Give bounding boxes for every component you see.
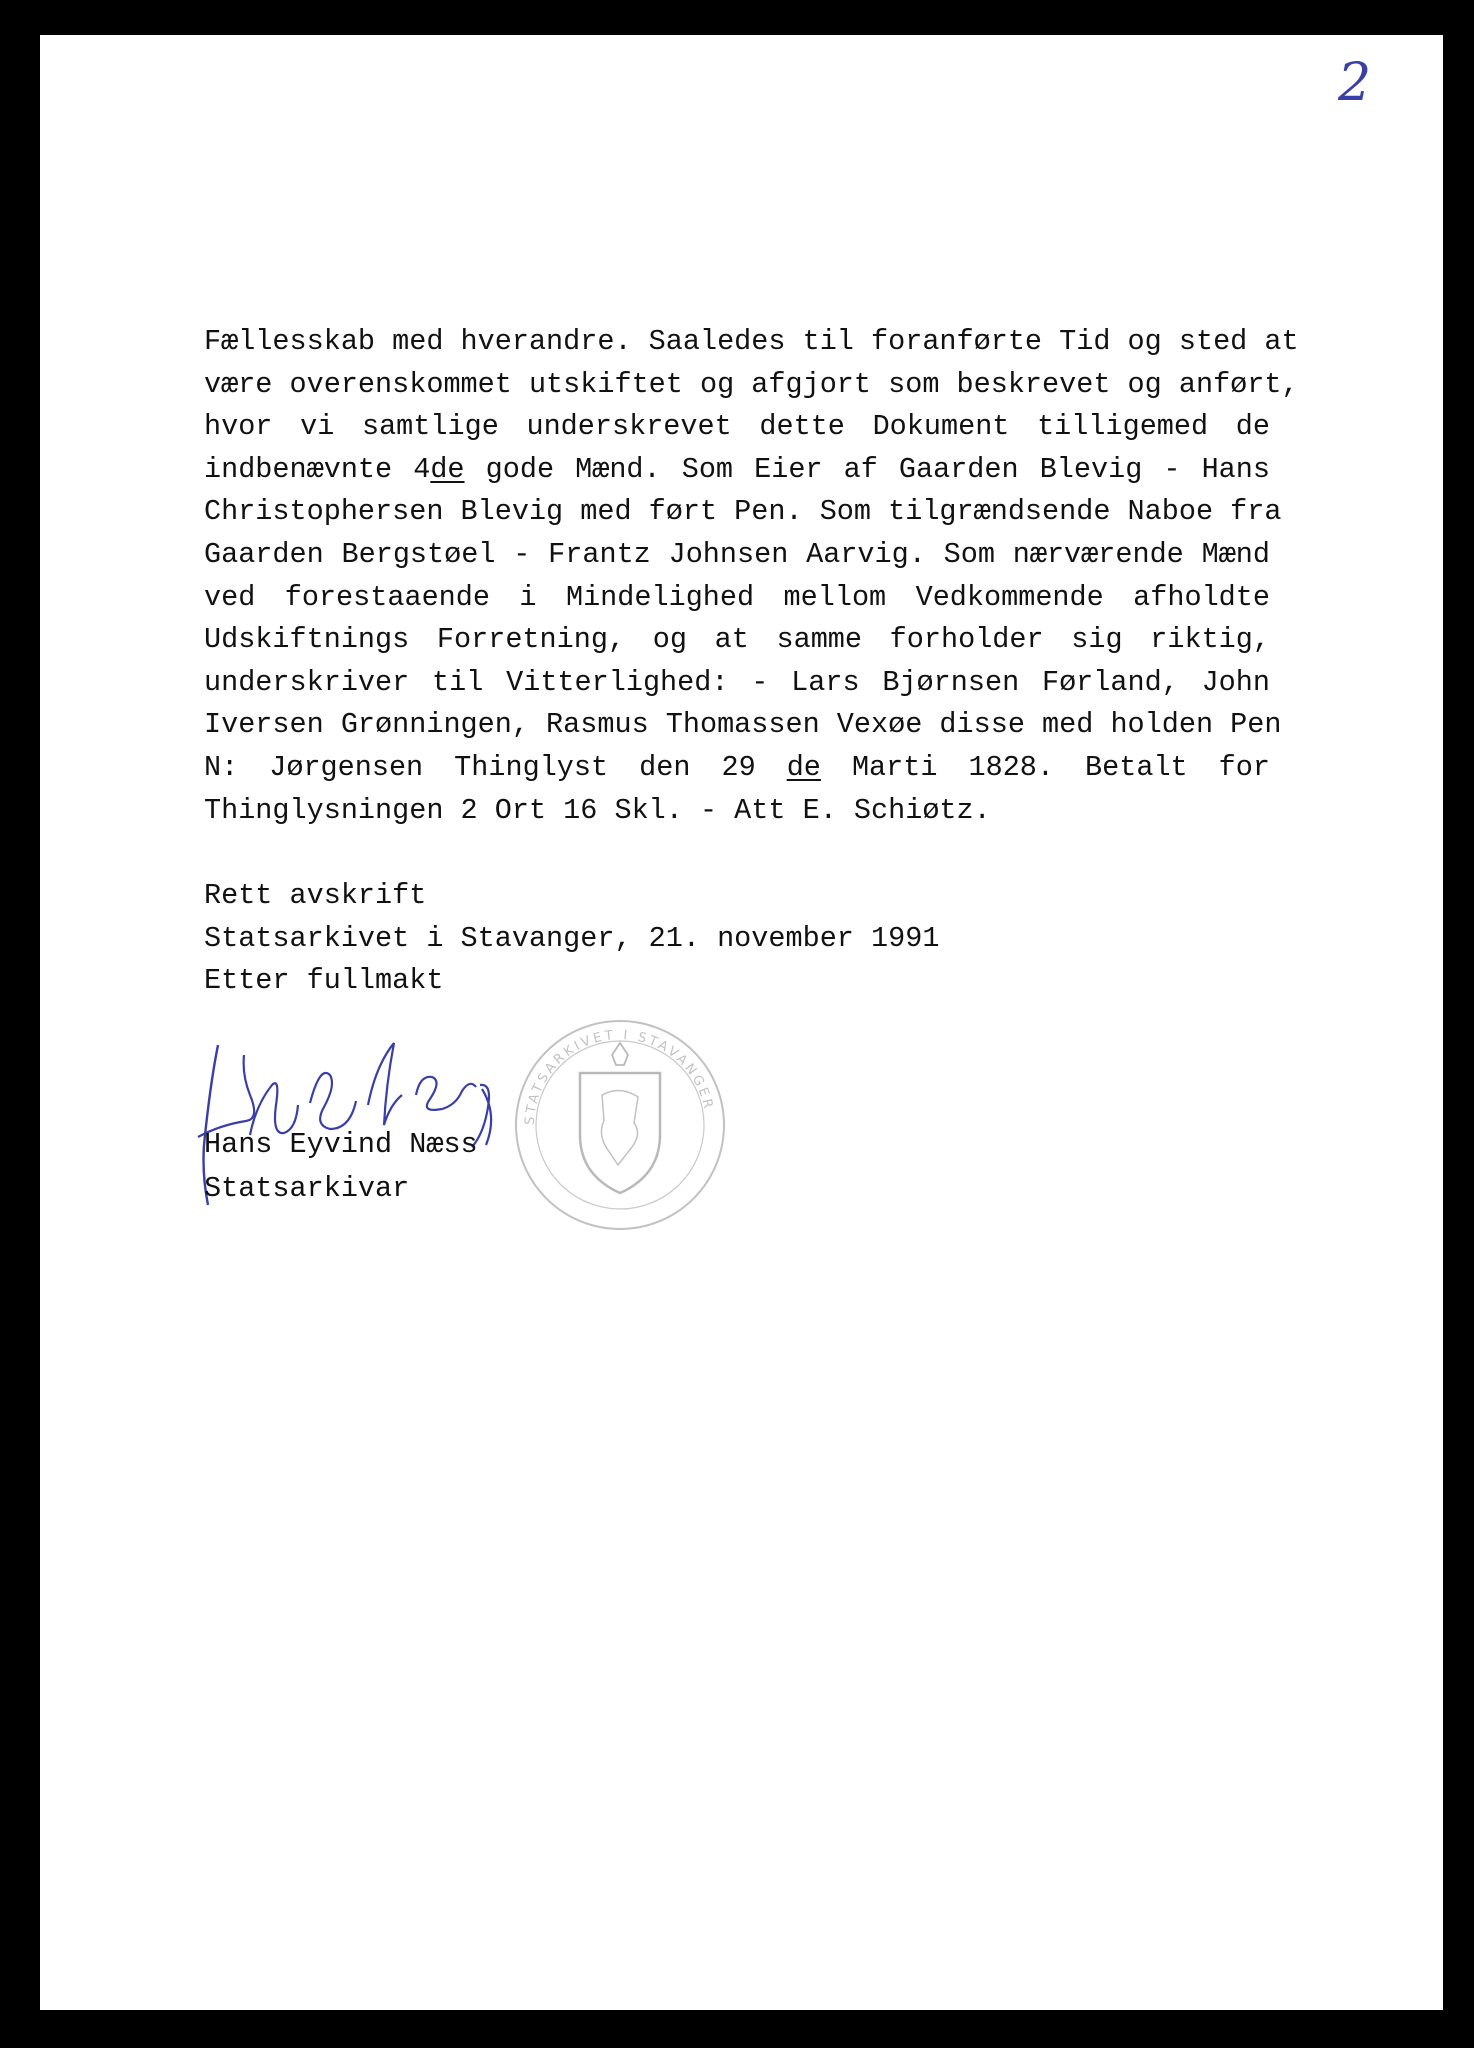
body-line bbox=[204, 747, 1270, 790]
certification-line: Etter fullmakt bbox=[204, 964, 444, 998]
svg-text:STATSARKIVET I STAVANGER bbox=[523, 1028, 716, 1125]
body-line: være overenskommet utskiftet og afgjort som beskrevet og anført, bbox=[204, 367, 1299, 401]
body-line-segment: Marti 1828. Betalt for bbox=[820, 750, 1270, 784]
signatory-name: Hans Eyvind Næss bbox=[204, 1128, 478, 1161]
body-line: Fællesskab med hverandre. Saaledes til foranførte Tid og sted at bbox=[204, 325, 1299, 358]
underlined-abbreviation: de bbox=[786, 750, 821, 784]
archive-seal-stamp bbox=[510, 1015, 730, 1235]
body-line: Thinglysningen 2 Ort 16 Skl. - Att E. Schiøtz. bbox=[204, 793, 991, 827]
signatory-block bbox=[204, 1123, 478, 1211]
document-page bbox=[40, 35, 1443, 2010]
body-line: Udskiftnings Forretning, og at samme forholder sig riktig, bbox=[204, 623, 1270, 657]
body-line: Iversen Grønningen, Rasmus Thomassen Vexøe disse med holden Pen bbox=[204, 708, 1282, 742]
body-line: hvor vi samtlige underskrevet dette Dokument tilligemed de bbox=[204, 410, 1270, 444]
page-number: 2 bbox=[1338, 53, 1372, 113]
body-line-segment: gode Mænd. Som Eier af Gaarden Blevig - Hans bbox=[464, 452, 1270, 486]
certification-block bbox=[204, 875, 939, 1003]
underlined-abbreviation: de bbox=[430, 452, 465, 486]
body-line: Gaarden Bergstøel - Frantz Johnsen Aarvig. Som nærværende Mænd bbox=[204, 537, 1270, 571]
body-line-segment: N: Jørgensen Thinglyst den 29 bbox=[204, 750, 787, 784]
body-line: Christophersen Blevig med ført Pen. Som tilgrændsende Naboe fra bbox=[204, 495, 1282, 529]
transcript-body bbox=[204, 321, 1299, 832]
seal-text: STATSARKIVET I STAVANGER bbox=[522, 1028, 716, 1126]
certification-line: Rett avskrift bbox=[204, 879, 427, 912]
body-line: underskriver til Vitterlighed: - Lars Bjørnsen Førland, John bbox=[204, 665, 1270, 699]
body-line bbox=[204, 449, 1270, 492]
body-line: ved forestaaende i Mindelighed mellom Vedkommende afholdte bbox=[204, 580, 1270, 614]
certification-line: Statsarkivet i Stavanger, 21. november 1991 bbox=[204, 921, 940, 955]
body-line-segment: indbenævnte 4 bbox=[204, 452, 431, 486]
signatory-title: Statsarkivar bbox=[204, 1172, 410, 1205]
